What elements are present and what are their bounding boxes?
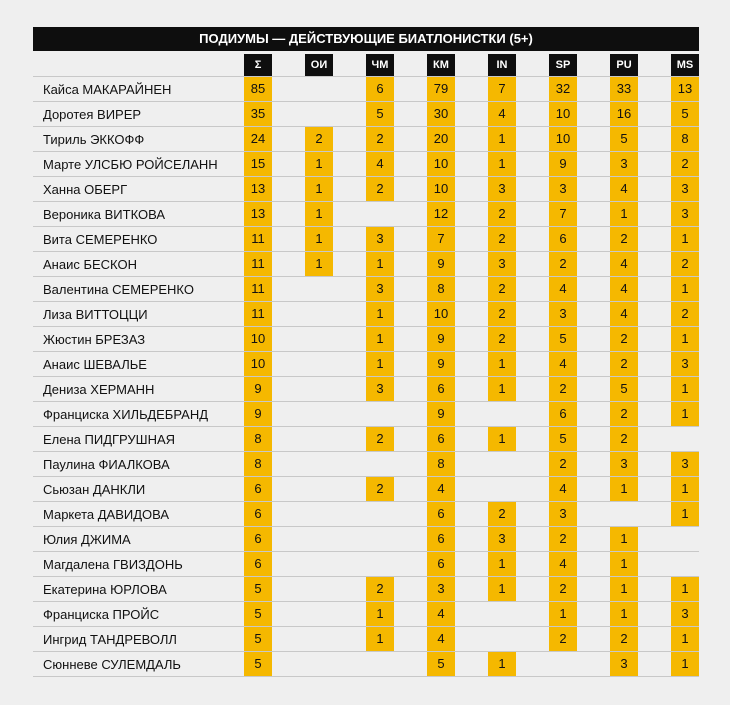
podium-count-cell: 2 xyxy=(488,227,516,251)
podium-count-cell: 24 xyxy=(244,127,272,151)
podium-count-cell: 3 xyxy=(366,227,394,251)
table-row xyxy=(33,152,699,177)
podium-count-cell: 2 xyxy=(549,377,577,401)
podium-count-cell: 7 xyxy=(488,77,516,101)
name-header xyxy=(33,52,244,77)
athlete-name: Магдалена ГВИЗДОНЬ xyxy=(43,557,183,572)
podium-count-cell xyxy=(366,452,394,476)
podium-count-cell: 2 xyxy=(366,577,394,601)
athlete-name: Валентина СЕМЕРЕНКО xyxy=(43,282,194,297)
podium-count-cell: 5 xyxy=(366,102,394,126)
podium-count-cell: 2 xyxy=(549,452,577,476)
podium-count-cell: 10 xyxy=(549,102,577,126)
podium-count-cell: 2 xyxy=(671,252,699,276)
podium-count-cell xyxy=(305,302,333,326)
podiums-table xyxy=(33,27,699,677)
podium-count-cell: 2 xyxy=(610,627,638,651)
podium-count-cell: 3 xyxy=(671,452,699,476)
podium-count-cell: 8 xyxy=(244,427,272,451)
podium-count-cell: 1 xyxy=(366,602,394,626)
podium-count-cell: 1 xyxy=(671,652,699,676)
podium-count-cell: 9 xyxy=(427,252,455,276)
podium-count-cell xyxy=(305,577,333,601)
podium-count-cell xyxy=(671,427,699,451)
table-title: ПОДИУМЫ — ДЕЙСТВУЮЩИЕ БИАТЛОНИСТКИ (5+) xyxy=(33,27,699,51)
podium-count-cell xyxy=(549,652,577,676)
podium-count-cell: 7 xyxy=(549,202,577,226)
podium-count-cell: 5 xyxy=(549,427,577,451)
column-header: КМ xyxy=(427,54,455,76)
podium-count-cell: 6 xyxy=(244,527,272,551)
table-row xyxy=(33,552,699,577)
table-row xyxy=(33,452,699,477)
podium-count-cell: 6 xyxy=(549,227,577,251)
athlete-name: Екатерина ЮРЛОВА xyxy=(43,582,167,597)
athlete-name: Вита СЕМЕРЕНКО xyxy=(43,232,158,247)
podium-count-cell: 2 xyxy=(671,302,699,326)
podium-count-cell xyxy=(488,602,516,626)
table-row xyxy=(33,627,699,652)
podium-count-cell: 3 xyxy=(549,177,577,201)
podium-count-cell: 16 xyxy=(610,102,638,126)
podium-count-cell xyxy=(305,102,333,126)
podium-count-cell: 10 xyxy=(427,152,455,176)
podium-count-cell: 3 xyxy=(488,177,516,201)
podium-count-cell: 2 xyxy=(549,577,577,601)
podium-count-cell xyxy=(671,527,699,551)
athlete-name: Франциска ХИЛЬДЕБРАНД xyxy=(43,407,209,422)
table-row xyxy=(33,577,699,602)
column-header: PU xyxy=(610,54,638,76)
podium-count-cell: 11 xyxy=(244,277,272,301)
podium-count-cell: 1 xyxy=(488,127,516,151)
podium-count-cell: 4 xyxy=(549,552,577,576)
athlete-name: Марте УЛСБЮ РОЙСЕЛАНН xyxy=(43,157,218,172)
table-row xyxy=(33,377,699,402)
table-row xyxy=(33,177,699,202)
podium-count-cell: 4 xyxy=(610,302,638,326)
podium-count-cell: 6 xyxy=(427,527,455,551)
podium-count-cell: 3 xyxy=(610,452,638,476)
podium-count-cell: 5 xyxy=(671,102,699,126)
athlete-name: Паулина ФИАЛКОВА xyxy=(43,457,170,472)
podium-count-cell: 4 xyxy=(427,627,455,651)
podium-count-cell: 1 xyxy=(671,227,699,251)
athlete-name: Маркета ДАВИДОВА xyxy=(43,507,170,522)
table-row xyxy=(33,327,699,352)
podium-count-cell: 1 xyxy=(305,152,333,176)
podium-count-cell: 6 xyxy=(427,377,455,401)
athlete-name: Кайса МАКАРАЙНЕН xyxy=(43,82,172,97)
table-row xyxy=(33,77,699,102)
table-row xyxy=(33,227,699,252)
podium-count-cell xyxy=(488,452,516,476)
podium-count-cell: 1 xyxy=(366,627,394,651)
podium-count-cell: 1 xyxy=(305,227,333,251)
column-header: ОИ xyxy=(305,54,333,76)
podium-count-cell: 6 xyxy=(244,552,272,576)
table-row xyxy=(33,277,699,302)
podium-count-cell: 4 xyxy=(488,102,516,126)
podium-count-cell: 12 xyxy=(427,202,455,226)
table-row xyxy=(33,427,699,452)
podium-count-cell: 1 xyxy=(488,427,516,451)
athlete-name: Сюнневе СУЛЕМДАЛЬ xyxy=(43,657,181,672)
podium-count-cell: 4 xyxy=(610,252,638,276)
podium-count-cell: 33 xyxy=(610,77,638,101)
podium-count-cell xyxy=(305,652,333,676)
podium-count-cell: 5 xyxy=(244,602,272,626)
table-row xyxy=(33,477,699,502)
podium-count-cell: 8 xyxy=(244,452,272,476)
table-body xyxy=(33,77,699,677)
podium-count-cell: 1 xyxy=(549,602,577,626)
podium-count-cell: 6 xyxy=(549,402,577,426)
podium-count-cell: 3 xyxy=(671,202,699,226)
podium-count-cell: 1 xyxy=(610,202,638,226)
table-row xyxy=(33,602,699,627)
podium-count-cell xyxy=(305,477,333,501)
podium-count-cell: 3 xyxy=(366,377,394,401)
podium-count-cell xyxy=(366,552,394,576)
podium-count-cell: 32 xyxy=(549,77,577,101)
podium-count-cell: 1 xyxy=(488,652,516,676)
table-row xyxy=(33,202,699,227)
athlete-name: Лиза ВИТТОЦЦИ xyxy=(43,307,148,322)
podium-count-cell: 1 xyxy=(671,377,699,401)
podium-count-cell: 10 xyxy=(244,352,272,376)
table-row xyxy=(33,302,699,327)
podium-count-cell xyxy=(305,527,333,551)
athlete-name: Тириль ЭККОФФ xyxy=(43,132,145,147)
column-header: MS xyxy=(671,54,699,76)
podium-count-cell: 10 xyxy=(427,302,455,326)
table-row xyxy=(33,252,699,277)
podium-count-cell: 11 xyxy=(244,227,272,251)
podium-count-cell: 15 xyxy=(244,152,272,176)
table-row xyxy=(33,102,699,127)
podium-count-cell: 4 xyxy=(549,477,577,501)
podium-count-cell xyxy=(305,277,333,301)
athlete-name: Доротея ВИРЕР xyxy=(43,107,142,122)
podium-count-cell: 3 xyxy=(549,302,577,326)
podium-count-cell: 3 xyxy=(671,177,699,201)
podium-count-cell: 35 xyxy=(244,102,272,126)
podium-count-cell: 6 xyxy=(244,477,272,501)
athlete-name: Анаис ШЕВАЛЬЕ xyxy=(43,357,147,372)
podium-count-cell xyxy=(305,552,333,576)
podium-count-cell: 1 xyxy=(488,352,516,376)
podium-count-cell xyxy=(488,402,516,426)
podium-count-cell xyxy=(488,477,516,501)
podium-count-cell: 9 xyxy=(427,402,455,426)
podium-count-cell: 1 xyxy=(488,152,516,176)
podium-count-cell: 2 xyxy=(671,152,699,176)
podium-count-cell: 5 xyxy=(244,577,272,601)
podium-count-cell: 10 xyxy=(244,327,272,351)
podium-count-cell: 4 xyxy=(549,277,577,301)
podium-count-cell: 2 xyxy=(488,202,516,226)
podium-count-cell xyxy=(305,502,333,526)
athlete-name: Анаис БЕСКОН xyxy=(43,257,137,272)
podium-count-cell: 6 xyxy=(244,502,272,526)
podium-count-cell: 1 xyxy=(610,577,638,601)
podium-count-cell: 1 xyxy=(671,627,699,651)
podium-count-cell: 1 xyxy=(671,502,699,526)
podium-count-cell: 6 xyxy=(427,427,455,451)
podium-count-cell: 1 xyxy=(305,202,333,226)
podium-count-cell: 2 xyxy=(610,327,638,351)
podium-count-cell: 13 xyxy=(244,177,272,201)
podium-count-cell: 1 xyxy=(366,327,394,351)
podium-count-cell: 5 xyxy=(610,377,638,401)
podium-count-cell: 9 xyxy=(427,352,455,376)
podium-count-cell: 4 xyxy=(549,352,577,376)
podium-count-cell xyxy=(305,377,333,401)
podium-count-cell: 11 xyxy=(244,302,272,326)
podium-count-cell: 2 xyxy=(488,277,516,301)
podium-count-cell: 2 xyxy=(549,252,577,276)
podium-count-cell: 3 xyxy=(366,277,394,301)
podium-count-cell xyxy=(305,77,333,101)
podium-count-cell xyxy=(366,402,394,426)
podium-count-cell: 9 xyxy=(244,402,272,426)
podium-count-cell xyxy=(366,202,394,226)
podium-count-cell: 7 xyxy=(427,227,455,251)
podium-count-cell: 1 xyxy=(366,252,394,276)
athlete-name: Елена ПИДГРУШНАЯ xyxy=(43,432,176,447)
podium-count-cell: 3 xyxy=(671,602,699,626)
podium-count-cell: 1 xyxy=(671,402,699,426)
podium-count-cell: 13 xyxy=(671,77,699,101)
podium-count-cell: 11 xyxy=(244,252,272,276)
podium-count-cell xyxy=(366,502,394,526)
podium-count-cell xyxy=(305,627,333,651)
podium-count-cell xyxy=(366,652,394,676)
podium-count-cell: 1 xyxy=(610,602,638,626)
table-row xyxy=(33,502,699,527)
athlete-name: Жюстин БРЕЗАЗ xyxy=(43,332,146,347)
podium-count-cell: 1 xyxy=(366,352,394,376)
podium-count-cell: 2 xyxy=(610,227,638,251)
podium-count-cell: 2 xyxy=(366,177,394,201)
podium-count-cell: 79 xyxy=(427,77,455,101)
podium-count-cell: 10 xyxy=(549,127,577,151)
podium-count-cell: 4 xyxy=(366,152,394,176)
podium-count-cell: 1 xyxy=(305,177,333,201)
podium-count-cell: 1 xyxy=(366,302,394,326)
athlete-name: Вероника ВИТКОВА xyxy=(43,207,166,222)
podium-count-cell: 9 xyxy=(427,327,455,351)
athlete-name: Франциска ПРОЙС xyxy=(43,607,160,622)
podium-count-cell: 5 xyxy=(244,627,272,651)
podium-count-cell: 9 xyxy=(244,377,272,401)
podium-count-cell xyxy=(366,527,394,551)
podium-count-cell: 3 xyxy=(488,527,516,551)
podium-count-cell: 3 xyxy=(427,577,455,601)
podium-count-cell: 30 xyxy=(427,102,455,126)
podium-count-cell: 3 xyxy=(488,252,516,276)
podium-count-cell: 2 xyxy=(610,402,638,426)
athlete-name: Сьюзан ДАНКЛИ xyxy=(43,482,146,497)
podium-count-cell: 4 xyxy=(427,602,455,626)
table-row xyxy=(33,352,699,377)
podium-count-cell: 1 xyxy=(488,377,516,401)
podium-count-cell: 3 xyxy=(549,502,577,526)
podium-count-cell xyxy=(488,627,516,651)
podium-count-cell: 1 xyxy=(610,552,638,576)
podium-count-cell xyxy=(610,502,638,526)
podium-count-cell: 2 xyxy=(488,327,516,351)
header-row xyxy=(33,52,699,77)
podium-count-cell: 1 xyxy=(671,577,699,601)
podium-count-cell: 6 xyxy=(427,552,455,576)
podium-count-cell: 5 xyxy=(549,327,577,351)
podium-count-cell: 10 xyxy=(427,177,455,201)
podium-count-cell: 2 xyxy=(488,502,516,526)
athlete-name: Юлия ДЖИМА xyxy=(43,532,131,547)
podium-count-cell: 1 xyxy=(305,252,333,276)
podium-count-cell xyxy=(305,452,333,476)
podium-count-cell: 1 xyxy=(671,477,699,501)
column-header: SP xyxy=(549,54,577,76)
podium-count-cell: 4 xyxy=(610,277,638,301)
podium-count-cell xyxy=(305,427,333,451)
podium-count-cell: 1 xyxy=(610,527,638,551)
podium-count-cell: 6 xyxy=(366,77,394,101)
podium-count-cell: 20 xyxy=(427,127,455,151)
column-header: Σ xyxy=(244,54,272,76)
podium-count-cell xyxy=(305,402,333,426)
podium-count-cell: 3 xyxy=(671,352,699,376)
athlete-name: Ханна ОБЕРГ xyxy=(43,182,128,197)
podium-count-cell xyxy=(671,552,699,576)
podium-count-cell: 8 xyxy=(427,277,455,301)
podium-count-cell: 3 xyxy=(610,152,638,176)
athlete-name: Ингрид ТАНДРЕВОЛЛ xyxy=(43,632,177,647)
podium-count-cell: 8 xyxy=(671,127,699,151)
podium-count-cell: 1 xyxy=(671,327,699,351)
column-header: IN xyxy=(488,54,516,76)
podium-count-cell: 2 xyxy=(610,427,638,451)
podium-count-cell xyxy=(305,327,333,351)
table-row xyxy=(33,527,699,552)
podium-count-cell: 5 xyxy=(610,127,638,151)
podium-count-cell: 9 xyxy=(549,152,577,176)
podium-count-cell: 1 xyxy=(488,577,516,601)
table-row xyxy=(33,127,699,152)
podium-count-cell: 5 xyxy=(427,652,455,676)
podium-count-cell: 2 xyxy=(366,477,394,501)
athlete-name: Дениза ХЕРМАНН xyxy=(43,382,155,397)
podium-count-cell: 1 xyxy=(488,552,516,576)
podium-count-cell: 1 xyxy=(671,277,699,301)
podium-count-cell: 1 xyxy=(610,477,638,501)
podium-count-cell: 4 xyxy=(427,477,455,501)
podium-count-cell xyxy=(305,602,333,626)
podium-count-cell: 2 xyxy=(610,352,638,376)
podium-count-cell: 2 xyxy=(549,527,577,551)
column-header: ЧМ xyxy=(366,54,394,76)
podium-count-cell: 2 xyxy=(549,627,577,651)
podium-count-cell: 2 xyxy=(305,127,333,151)
podium-count-cell: 3 xyxy=(610,652,638,676)
podium-count-cell: 2 xyxy=(366,427,394,451)
podium-count-cell: 8 xyxy=(427,452,455,476)
podium-count-cell: 4 xyxy=(610,177,638,201)
podium-count-cell xyxy=(305,352,333,376)
podium-count-cell: 2 xyxy=(488,302,516,326)
podium-count-cell: 2 xyxy=(366,127,394,151)
table-row xyxy=(33,402,699,427)
podium-count-cell: 6 xyxy=(427,502,455,526)
podium-count-cell: 85 xyxy=(244,77,272,101)
table-row xyxy=(33,652,699,677)
podium-count-cell: 13 xyxy=(244,202,272,226)
podium-count-cell: 5 xyxy=(244,652,272,676)
